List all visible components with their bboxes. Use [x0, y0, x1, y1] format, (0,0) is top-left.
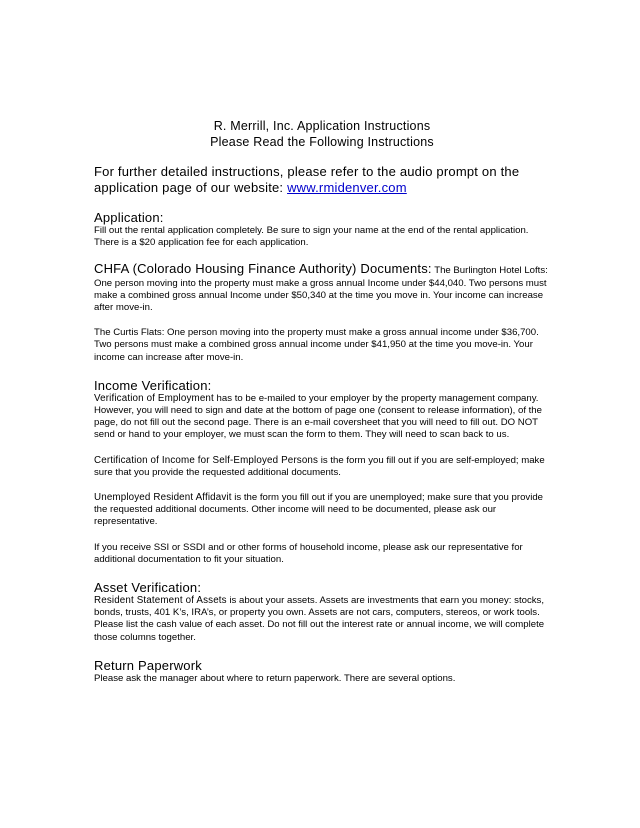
intro-paragraph	[94, 164, 550, 196]
intro-text: For further detailed instructions, please refer to the audio prompt on the application page of our website:	[94, 164, 520, 195]
employment-title: Verification of Employment	[94, 392, 214, 404]
document-content	[94, 118, 550, 685]
unemployed-text: is the form you fill out if you are unemployed; make sure that you provide the requested additional documents. Other income will need to be documented, please ask our representative.	[94, 492, 544, 528]
self-employed-text: is the form you fill out if you are self-employed; make sure that you provide the requested additional documents.	[94, 454, 545, 478]
application-section	[94, 210, 550, 249]
income-heading: Income Verification:	[94, 377, 212, 393]
unemployed-title: Unemployed Resident Affidavit	[94, 492, 232, 504]
chfa-heading: CHFA (Colorado Housing Finance Authority) Documents:	[94, 261, 432, 277]
burlington-text: The Burlington Hotel Lofts: One person moving into the property must make a gross annual Income under $44,040. Two persons must make a combined gross annual Income under $50,340 at the time you move in. Your income can increase after move-in.	[94, 265, 548, 314]
return-text: Please ask the manager about where to return paperwork. There are several options.	[94, 672, 456, 684]
asset-heading: Asset Verification:	[94, 580, 202, 596]
document-title	[94, 118, 550, 150]
asset-statement-text: is about your assets. Assets are investments that earn you money: stocks, bonds, trusts, 401 K’s, IRA’s, or property you own. Assets are not cars, computers, stereos, or work tools. Please list the cash value of each asset. Do not fill out the interest rate or annual income, we will complete those columns together.	[94, 595, 545, 643]
employment-text: has to be e-mailed to your employer by the property management company. However, you will need to sign and date at the bottom of page one (consent to release information), of the page, do not fill out the second page. There is an e-mail coversheet that you will need to fill out. DO NOT send or hand to your employer, we must scan the form to them. They will need to scan back to us.	[94, 392, 542, 441]
curtis-text: The Curtis Flats: One person moving into the property must make a gross annual income under $36,700. Two persons must make a combined gross annual income under $41,950 at the time you move-in. Your income can increase after move-in.	[94, 327, 539, 363]
return-section	[94, 658, 550, 685]
title-line-1: R. Merrill, Inc. Application Instructions	[213, 119, 431, 133]
unemployed-paragraph	[94, 492, 550, 529]
return-heading: Return Paperwork	[94, 657, 202, 673]
asset-section	[94, 580, 550, 644]
website-link[interactable]: www.rmidenver.com	[287, 180, 407, 195]
ssi-paragraph: If you receive SSI or SSDI and or other forms of household income, please ask our representative for additional documentation to fit your situation.	[94, 541, 523, 565]
employment-paragraph	[94, 393, 550, 442]
application-heading: Application:	[94, 210, 164, 225]
chfa-burlington-paragraph	[94, 263, 550, 314]
self-employed-paragraph	[94, 455, 550, 479]
asset-paragraph	[94, 595, 550, 644]
chfa-section	[94, 263, 550, 363]
title-line-2: Please Read the Following Instructions	[210, 135, 434, 149]
income-section	[94, 378, 550, 566]
asset-statement-title: Resident Statement of Assets	[94, 595, 227, 607]
self-employed-title: Certification of Income for Self-Employed Persons	[94, 454, 319, 466]
application-text: Fill out the rental application completely. Be sure to sign your name at the end of the rental application. There is a $20 application fee for each application.	[94, 225, 529, 249]
